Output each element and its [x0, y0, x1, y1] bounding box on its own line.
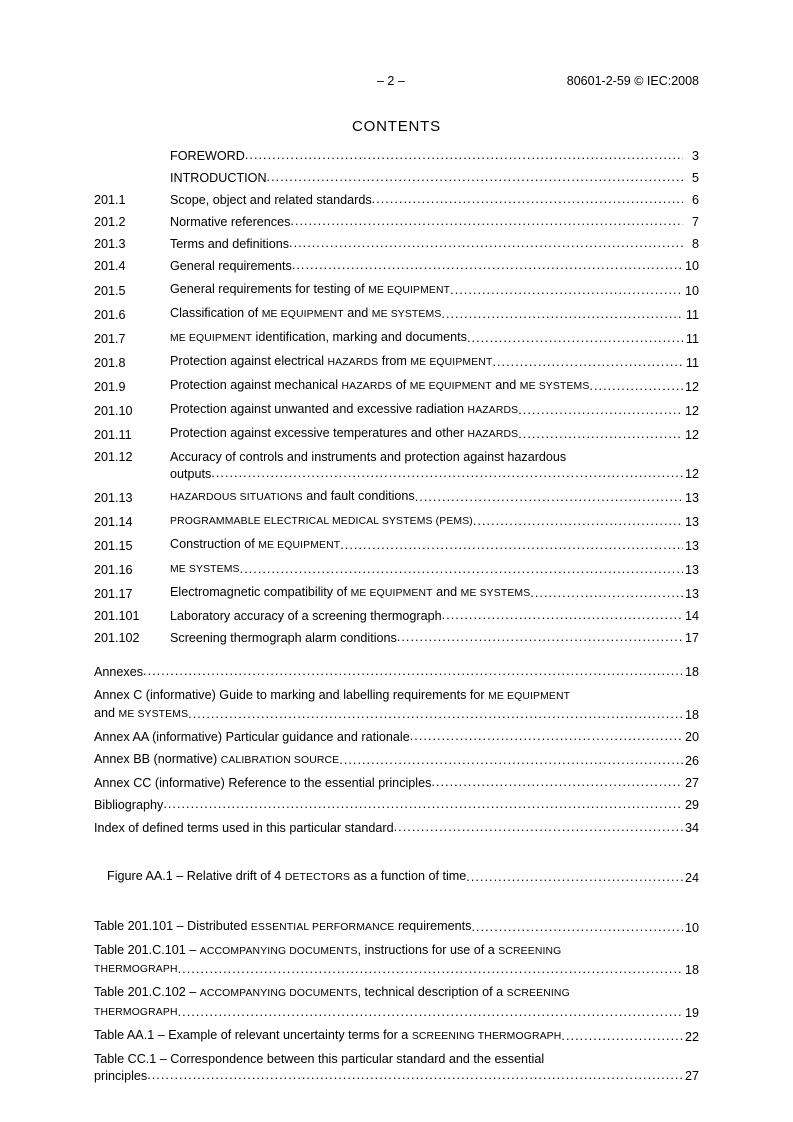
small-caps-term: ME EQUIPMENT: [488, 690, 571, 702]
toc-clause-list: [94, 148, 699, 647]
small-caps-term: ME EQUIPMENT: [368, 284, 451, 296]
toc-entry[interactable]: [94, 170, 699, 187]
page-number: 27: [684, 1068, 699, 1083]
entry-text: requirements: [394, 918, 472, 933]
toc-entry[interactable]: [94, 536, 699, 555]
toc-entry[interactable]: [94, 488, 699, 507]
entry-title-line1: [94, 942, 699, 961]
toc-entry[interactable]: [94, 1051, 699, 1084]
page-number: 19: [684, 1005, 699, 1020]
small-caps-term: THERMOGRAPH: [94, 1006, 178, 1018]
toc-entry[interactable]: [94, 1027, 699, 1046]
dot-leader: [431, 774, 683, 791]
dot-leader: [211, 465, 683, 482]
spacer: [94, 892, 699, 918]
running-head: [94, 74, 699, 92]
dot-leader: [339, 752, 683, 769]
dot-leader: [372, 191, 683, 208]
entry-text: Annexes: [94, 665, 144, 680]
page-number: 18: [684, 963, 699, 978]
entry-title: [170, 281, 450, 300]
dot-leader: [518, 402, 683, 419]
toc-entry[interactable]: [94, 608, 699, 625]
small-caps-term: DETECTORS: [284, 871, 351, 883]
dot-leader: [530, 585, 683, 602]
page-number: 24: [684, 870, 699, 885]
page-number: 27: [684, 776, 699, 791]
page-number: 10: [684, 259, 699, 274]
dot-leader: [397, 629, 683, 646]
toc-entry[interactable]: [94, 560, 699, 579]
page-number: 12: [684, 466, 699, 481]
entry-text: Protection against electrical: [170, 353, 328, 368]
toc-entry[interactable]: [94, 353, 699, 372]
entry-text: Classification of: [170, 305, 262, 320]
page-number: 10: [684, 283, 699, 298]
toc-entry[interactable]: [94, 192, 699, 209]
toc-entry[interactable]: [94, 329, 699, 348]
entry-text: Construction of: [170, 537, 259, 551]
page-number: 7: [691, 215, 699, 230]
toc-entry[interactable]: [94, 797, 699, 814]
entry-title: [94, 820, 394, 837]
entry-title-line2: [94, 705, 188, 724]
entry-title-line1: [94, 1051, 699, 1068]
small-caps-term: ME EQUIPMENT: [261, 308, 344, 320]
toc-entry[interactable]: [94, 449, 699, 482]
entry-text: Table 201.C.101 –: [94, 942, 200, 957]
entry-title: [170, 608, 442, 625]
entry-title: [170, 192, 372, 209]
toc-entry[interactable]: [94, 584, 699, 603]
toc-entry[interactable]: [94, 258, 699, 275]
small-caps-term: SCREENING THERMOGRAPH: [411, 1031, 562, 1042]
page-number: 13: [684, 539, 699, 553]
toc-entry[interactable]: [94, 775, 699, 792]
entry-text: Electromagnetic compatibility of: [170, 585, 351, 600]
toc-entry[interactable]: [94, 281, 699, 300]
entry-title: [170, 584, 530, 603]
page-title: CONTENTS: [352, 118, 441, 135]
page-number: 13: [684, 490, 699, 505]
dot-leader: [471, 919, 683, 936]
toc-entry[interactable]: [94, 820, 699, 837]
clause-number: 201.8: [94, 355, 126, 370]
dot-leader: [267, 169, 683, 186]
small-caps-term: ESSENTIAL PERFORMANCE: [250, 921, 395, 933]
small-caps-term: PROGRAMMABLE ELECTRICAL MEDICAL SYSTEMS (PEMS): [170, 515, 473, 527]
dot-leader: [518, 426, 683, 443]
entry-text: Annex AA (informative) Particular guidance and rationale: [94, 730, 410, 745]
entry-text: Protection against mechanical: [170, 377, 342, 392]
entry-text: FOREWORD: [170, 149, 245, 163]
small-caps-term: HAZARDOUS SITUATIONS: [170, 491, 303, 503]
toc-entry[interactable]: [94, 377, 699, 396]
dot-leader: [466, 869, 683, 886]
clause-number: 201.16: [94, 563, 133, 578]
entry-text: identification, marking and documents: [252, 329, 467, 344]
entry-text: Protection against unwanted and excessive radiation: [170, 402, 468, 417]
entry-text: and: [94, 706, 119, 721]
entry-text: Scope, object and related standards: [170, 193, 372, 208]
toc-entry[interactable]: [94, 401, 699, 420]
toc-table-list: [94, 918, 699, 1084]
entry-title: [170, 170, 267, 187]
small-caps-term: ME SYSTEMS: [118, 709, 189, 721]
clause-number: 201.4: [94, 259, 126, 274]
page-number: 29: [684, 798, 699, 813]
small-caps-term: HAZARDS: [467, 405, 519, 417]
page-number: 10: [684, 920, 699, 935]
entry-title-line1: [94, 984, 699, 1003]
entry-title-line2: [170, 466, 211, 483]
entry-text: INTRODUCTION: [170, 171, 267, 186]
entry-text: Index of defined terms used in this particular standard: [94, 820, 394, 835]
clause-number: 201.5: [94, 283, 126, 298]
entry-text: of: [392, 377, 410, 392]
page-number: 18: [684, 708, 699, 723]
document-identifier: 80601-2-59 © IEC:2008: [566, 74, 699, 88]
clause-number: 201.17: [94, 587, 133, 602]
entry-text: Table 201.101 – Distributed: [94, 918, 251, 933]
clause-number: 201.9: [94, 379, 126, 394]
entry-text: , instructions for use of a: [357, 942, 499, 957]
page-number: 13: [684, 514, 699, 529]
entry-text: Normative references: [170, 215, 291, 230]
dot-leader: [394, 819, 683, 836]
dot-leader: [473, 513, 683, 530]
entry-title-line1: [94, 687, 699, 706]
toc-entry[interactable]: [94, 305, 699, 324]
clause-number: 201.6: [94, 307, 126, 322]
toc-entry[interactable]: [94, 664, 699, 681]
table-of-contents: [94, 148, 699, 1090]
clause-number: 201.101: [94, 609, 140, 624]
small-caps-term: ME EQUIPMENT: [170, 332, 253, 344]
dot-leader: [561, 1028, 683, 1045]
entry-text: Screening thermograph alarm conditions: [170, 631, 397, 646]
page-number: 5: [691, 171, 699, 186]
small-caps-term: ME EQUIPMENT: [409, 380, 492, 392]
small-caps-term: HAZARDS: [327, 356, 379, 368]
clause-number: 201.7: [94, 331, 126, 346]
page-number: 6: [691, 193, 699, 208]
entry-text: from: [378, 353, 411, 368]
entry-text: Terms and definitions: [170, 237, 290, 252]
entry-text: and: [491, 377, 520, 392]
toc-entry[interactable]: [94, 512, 699, 531]
dot-leader: [441, 306, 683, 323]
entry-title: [94, 918, 471, 937]
dot-leader: [292, 257, 683, 274]
page-number: 11: [685, 355, 699, 370]
dot-leader: [178, 961, 683, 978]
small-caps-term: THERMOGRAPH: [94, 964, 178, 976]
entry-title: [170, 512, 473, 531]
page-number: 12: [684, 379, 699, 394]
entry-title: [170, 560, 240, 579]
entry-title: [107, 868, 466, 887]
page-number: 12: [684, 404, 699, 419]
entry-text: Protection against excessive temperatures and other: [170, 426, 468, 441]
clause-number: 201.13: [94, 490, 133, 505]
entry-text: Annex C (informative) Guide to marking and labelling requirements for: [94, 687, 489, 702]
entry-text: Accuracy of controls and instruments and protection against hazardous: [170, 450, 567, 465]
small-caps-term: ME SYSTEMS: [170, 564, 240, 576]
clause-number: 201.1: [94, 193, 126, 208]
entry-text: and: [343, 305, 372, 320]
dot-leader: [163, 796, 683, 813]
entry-text: and: [432, 585, 461, 600]
entry-text: Laboratory accuracy of a screening thermograph: [170, 609, 442, 624]
toc-figure-list: [94, 868, 699, 887]
clause-number: 201.3: [94, 237, 126, 252]
dot-leader: [410, 728, 683, 745]
dot-leader: [178, 1004, 683, 1021]
entry-title: [170, 148, 245, 165]
entry-title: [170, 329, 467, 348]
page-number: 12: [684, 428, 699, 443]
toc-entry[interactable]: [94, 687, 699, 724]
entry-title: [170, 425, 518, 444]
small-caps-term: ME EQUIPMENT: [350, 588, 433, 600]
clause-number: 201.12: [94, 450, 133, 465]
entry-title: [170, 488, 415, 507]
entry-text: as a function of time: [350, 868, 467, 883]
entry-text: outputs: [170, 466, 212, 481]
page-number: 20: [684, 730, 699, 745]
entry-text: Bibliography: [94, 798, 164, 813]
entry-title: [94, 797, 163, 814]
page-folio: – 2 –: [377, 74, 405, 88]
small-caps-term: HAZARDS: [467, 429, 519, 441]
toc-entry[interactable]: [94, 425, 699, 444]
clause-number: 201.102: [94, 631, 140, 646]
page-number: 11: [685, 331, 699, 346]
dot-leader: [188, 706, 683, 723]
toc-entry[interactable]: [94, 751, 699, 770]
page-number: 3: [691, 149, 699, 163]
dot-leader: [492, 354, 683, 371]
page-number: 26: [684, 754, 699, 769]
page-number: 13: [684, 563, 699, 578]
entry-text: Figure AA.1 – Relative drift of 4: [107, 868, 285, 883]
entry-text: Table 201.C.102 –: [94, 985, 200, 1000]
page-number: 22: [684, 1030, 699, 1044]
page-number: 14: [684, 609, 699, 624]
entry-title: [170, 305, 441, 324]
dot-leader: [289, 235, 683, 252]
toc-entry[interactable]: [94, 148, 699, 165]
small-caps-term: CALIBRATION SOURCE: [220, 755, 340, 767]
toc-entry[interactable]: [94, 630, 699, 647]
small-caps-term: HAZARDS: [341, 380, 393, 392]
small-caps-term: SCREENING: [506, 988, 570, 1000]
entry-title-line2: [94, 1003, 178, 1022]
clause-number: 201.15: [94, 539, 133, 553]
small-caps-term: ME SYSTEMS: [371, 308, 442, 320]
entry-title: [170, 258, 292, 275]
clause-number: 201.10: [94, 404, 133, 419]
dot-leader: [467, 330, 683, 347]
entry-title: [170, 236, 289, 253]
entry-text: Table CC.1 – Correspondence between this particular standard and the essential: [94, 1052, 545, 1067]
entry-title: [170, 214, 290, 231]
dot-leader: [589, 378, 683, 395]
dot-leader: [450, 282, 683, 299]
entry-text: General requirements for testing of: [170, 281, 369, 296]
dot-leader: [442, 607, 683, 624]
dot-leader: [290, 213, 683, 230]
small-caps-term: ME EQUIPMENT: [410, 356, 493, 368]
dot-leader: [143, 663, 683, 680]
entry-text: Annex CC (informative) Reference to the essential principles: [94, 776, 432, 791]
entry-title: [170, 377, 589, 396]
toc-entry[interactable]: [94, 942, 699, 979]
dot-leader: [340, 537, 683, 554]
small-caps-term: ME SYSTEMS: [460, 588, 531, 600]
entry-title: [94, 729, 410, 746]
entry-title-line1: [170, 449, 699, 466]
small-caps-term: ACCOMPANYING DOCUMENTS: [199, 988, 358, 1000]
toc-entry[interactable]: [94, 214, 699, 231]
entry-text: Table AA.1 – Example of relevant uncertainty terms for a: [94, 1028, 412, 1042]
clause-number: 201.11: [94, 428, 132, 443]
entry-title-line2: [94, 960, 178, 979]
entry-title-line2: [94, 1068, 147, 1085]
toc-entry[interactable]: [94, 984, 699, 1021]
toc-entry[interactable]: [94, 918, 699, 937]
entry-title: [94, 751, 339, 770]
entry-title: [94, 775, 431, 792]
entry-title: [170, 536, 340, 555]
entry-title: [170, 353, 492, 372]
entry-title: [170, 630, 397, 647]
toc-entry[interactable]: [94, 729, 699, 746]
entry-text: , technical description of a: [357, 985, 507, 1000]
dot-leader: [147, 1067, 683, 1084]
entry-title: [94, 1027, 561, 1046]
page-number: 18: [684, 665, 699, 680]
page-number: 8: [691, 237, 699, 252]
page-number: 13: [684, 587, 699, 602]
small-caps-term: SCREENING: [498, 945, 562, 957]
small-caps-term: ME SYSTEMS: [519, 380, 590, 392]
spacer: [94, 842, 699, 868]
page-number: 11: [685, 307, 699, 322]
toc-annex-list: [94, 664, 699, 836]
entry-title: [170, 401, 518, 420]
small-caps-term: ME EQUIPMENT: [258, 540, 341, 551]
toc-entry[interactable]: [94, 236, 699, 253]
dot-leader: [415, 489, 683, 506]
page-number: 34: [684, 820, 699, 835]
entry-title: [94, 664, 143, 681]
page-number: 17: [684, 631, 699, 646]
toc-entry[interactable]: [94, 868, 699, 887]
entry-text: Annex BB (normative): [94, 752, 221, 767]
clause-number: 201.14: [94, 514, 133, 529]
dot-leader: [240, 561, 683, 578]
clause-number: 201.2: [94, 215, 126, 230]
dot-leader: [245, 147, 683, 164]
entry-text: General requirements: [170, 259, 292, 274]
entry-text: and fault conditions: [302, 488, 415, 503]
small-caps-term: ACCOMPANYING DOCUMENTS: [199, 945, 358, 957]
entry-text: principles: [94, 1068, 148, 1083]
